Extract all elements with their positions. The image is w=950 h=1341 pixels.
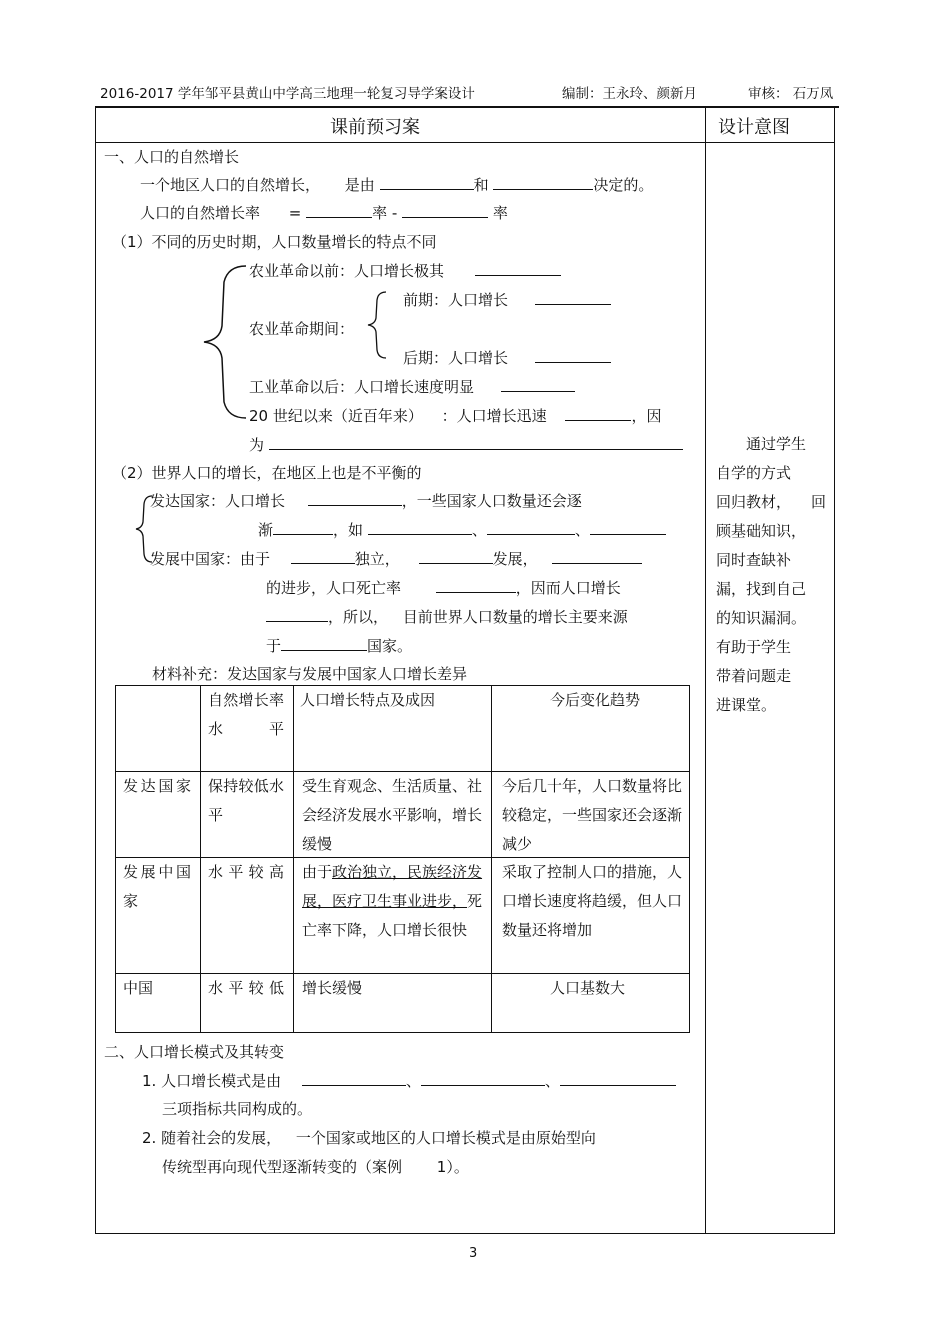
century20-line: 20 世纪以来（近百年来） ：人口增长迅速 ，因	[249, 407, 662, 425]
section2-item1-cont: 三项指标共同构成的。	[162, 1100, 313, 1118]
side-note-line: 进课堂。	[716, 696, 777, 714]
blank-fill	[560, 1070, 676, 1086]
column-header-main: 课前预习案	[330, 117, 420, 138]
frame-bottom	[95, 1233, 835, 1234]
side-note-line: 的知识漏洞。	[716, 609, 807, 627]
row-developed-features: 受生育观念、生活质量、社会经济发展水平影响，增长缓慢	[302, 777, 483, 853]
row-china-rate: 水平较低	[208, 979, 284, 997]
side-note-line: 回归教材， 回	[716, 493, 827, 511]
blank-fill	[368, 519, 472, 535]
blank-fill	[436, 577, 516, 593]
header-title: 2016-2017 学年邹平县黄山中学高三地理一轮复习导学案设计	[100, 86, 475, 102]
header-reviewer: 审核： 石万凤	[748, 86, 834, 102]
row-developing-rate: 水平较高	[208, 863, 284, 881]
inner-header-trend: 今后变化趋势	[550, 691, 641, 709]
row-developed-label: 发达国家	[123, 777, 191, 795]
header-editors: 编制：王永玲、颜新月	[562, 86, 697, 102]
developing-line-3: ，所以， 目前世界人口数量的增长主要来源	[266, 606, 628, 627]
frame-left	[95, 108, 96, 1234]
blank-fill	[535, 289, 611, 305]
blank-fill	[552, 548, 642, 564]
side-note-line: 自学的方式	[716, 464, 792, 482]
rate-formula: 人口的自然增长率 = 率 - 率	[140, 204, 508, 222]
row-developing-trend: 采取了控制人口的措施，人口增长速度将趋缓，但人口数量还将增加	[502, 863, 683, 939]
blank-fill	[487, 519, 575, 535]
side-note-line: 同时查缺补	[716, 551, 792, 569]
brace-large-icon	[198, 262, 250, 422]
blank-fill	[565, 405, 631, 421]
brace-small-icon	[364, 290, 388, 360]
frame-right	[834, 108, 835, 1234]
inner-header-features: 人口增长特点及成因	[300, 691, 436, 709]
blank-fill	[273, 519, 333, 535]
side-note-line: 通过学生	[746, 435, 807, 453]
inner-table-line	[115, 685, 116, 1033]
inner-table-line	[200, 685, 201, 1033]
blank-fill	[302, 1070, 406, 1086]
blank-fill	[475, 260, 561, 276]
blank-fill	[269, 434, 683, 450]
frame-divider	[705, 108, 706, 1234]
blank-fill	[402, 202, 488, 218]
side-note-line: 顾基础知识，	[716, 522, 807, 540]
blank-fill	[501, 376, 575, 392]
inner-table-line	[689, 685, 690, 1033]
row-developing-label: 发展中国家	[123, 863, 191, 910]
section2-item2-cont: 传统型再向现代型逐渐转变的（案例 1）。	[162, 1158, 469, 1176]
section2-heading: 二、人口增长模式及其转变	[104, 1043, 285, 1061]
blank-fill	[266, 606, 328, 622]
row-developed-rate: 保持较低水平	[208, 777, 284, 824]
industrial-line: 工业革命以后：人口增长速度明显	[249, 376, 575, 397]
developing-line-2: 的进步，人口死亡率 ，因而人口增长	[266, 579, 621, 597]
inner-table-line	[115, 1032, 690, 1033]
definition-line: 一个地区人口的自然增长， 是由 和 决定的。	[140, 176, 654, 194]
side-note-line: 漏，找到自己	[716, 580, 807, 598]
blank-fill	[421, 1070, 545, 1086]
developed-line-1: 发达国家：人口增长 ，一些国家人口数量还会逐	[150, 492, 582, 510]
blank-fill	[380, 174, 474, 190]
agri-during: 农业革命期间：	[249, 320, 355, 338]
page-number: 3	[469, 1246, 478, 1261]
header-rule	[95, 106, 839, 108]
row-china-trend: 人口基数大	[550, 979, 626, 997]
late-period: 后期：人口增长	[403, 347, 611, 368]
blank-fill	[306, 202, 372, 218]
inner-table-line	[491, 685, 492, 1033]
inner-header-rate: 自然增长率水平	[208, 691, 284, 738]
column-header-side: 设计意图	[718, 117, 790, 138]
blank-fill	[535, 347, 611, 363]
subsection-1: （1）不同的历史时期，人口数量增长的特点不同	[112, 233, 437, 251]
blank-fill	[419, 548, 493, 564]
developed-line-2: 渐 ，如 、 、	[258, 519, 666, 540]
row-developing-features: 由于政治独立，民族经济发展，医疗卫生事业进步，死亡率下降，人口增长很快	[302, 863, 483, 939]
century20-reason: 为	[249, 434, 683, 455]
row-china-features: 增长缓慢	[302, 979, 363, 997]
developing-line-4: 于 国家。	[266, 637, 413, 655]
inner-table-line	[293, 685, 294, 1033]
row-china-label: 中国	[123, 979, 154, 997]
blank-fill	[493, 174, 593, 190]
blank-fill	[281, 635, 367, 651]
developing-line-1: 发展中国家：由于 独立， 发展，	[150, 548, 642, 569]
blank-fill	[291, 548, 355, 564]
side-note-line: 有助于学生	[716, 638, 792, 656]
row-developed-trend: 今后几十年，人口数量将比较稳定，一些国家还会逐渐减少	[502, 777, 683, 853]
early-period: 前期：人口增长	[403, 289, 611, 310]
blank-fill	[590, 519, 666, 535]
section2-item2: 2. 随着社会的发展， 一个国家或地区的人口增长模式是由原始型向	[142, 1129, 596, 1147]
side-note-line: 带着问题走	[716, 667, 792, 685]
subsection-2: （2）世界人口的增长，在地区上也是不平衡的	[112, 464, 422, 482]
agri-before: 农业革命以前：人口增长极其	[249, 260, 561, 281]
supplement-caption: 材料补充：发达国家与发展中国家人口增长差异	[152, 665, 468, 683]
section2-item1: 1. 人口增长模式是由 、 、	[142, 1070, 676, 1091]
section1-heading: 一、人口的自然增长	[104, 148, 240, 166]
blank-fill	[308, 490, 402, 506]
frame-header-bottom	[95, 142, 835, 143]
